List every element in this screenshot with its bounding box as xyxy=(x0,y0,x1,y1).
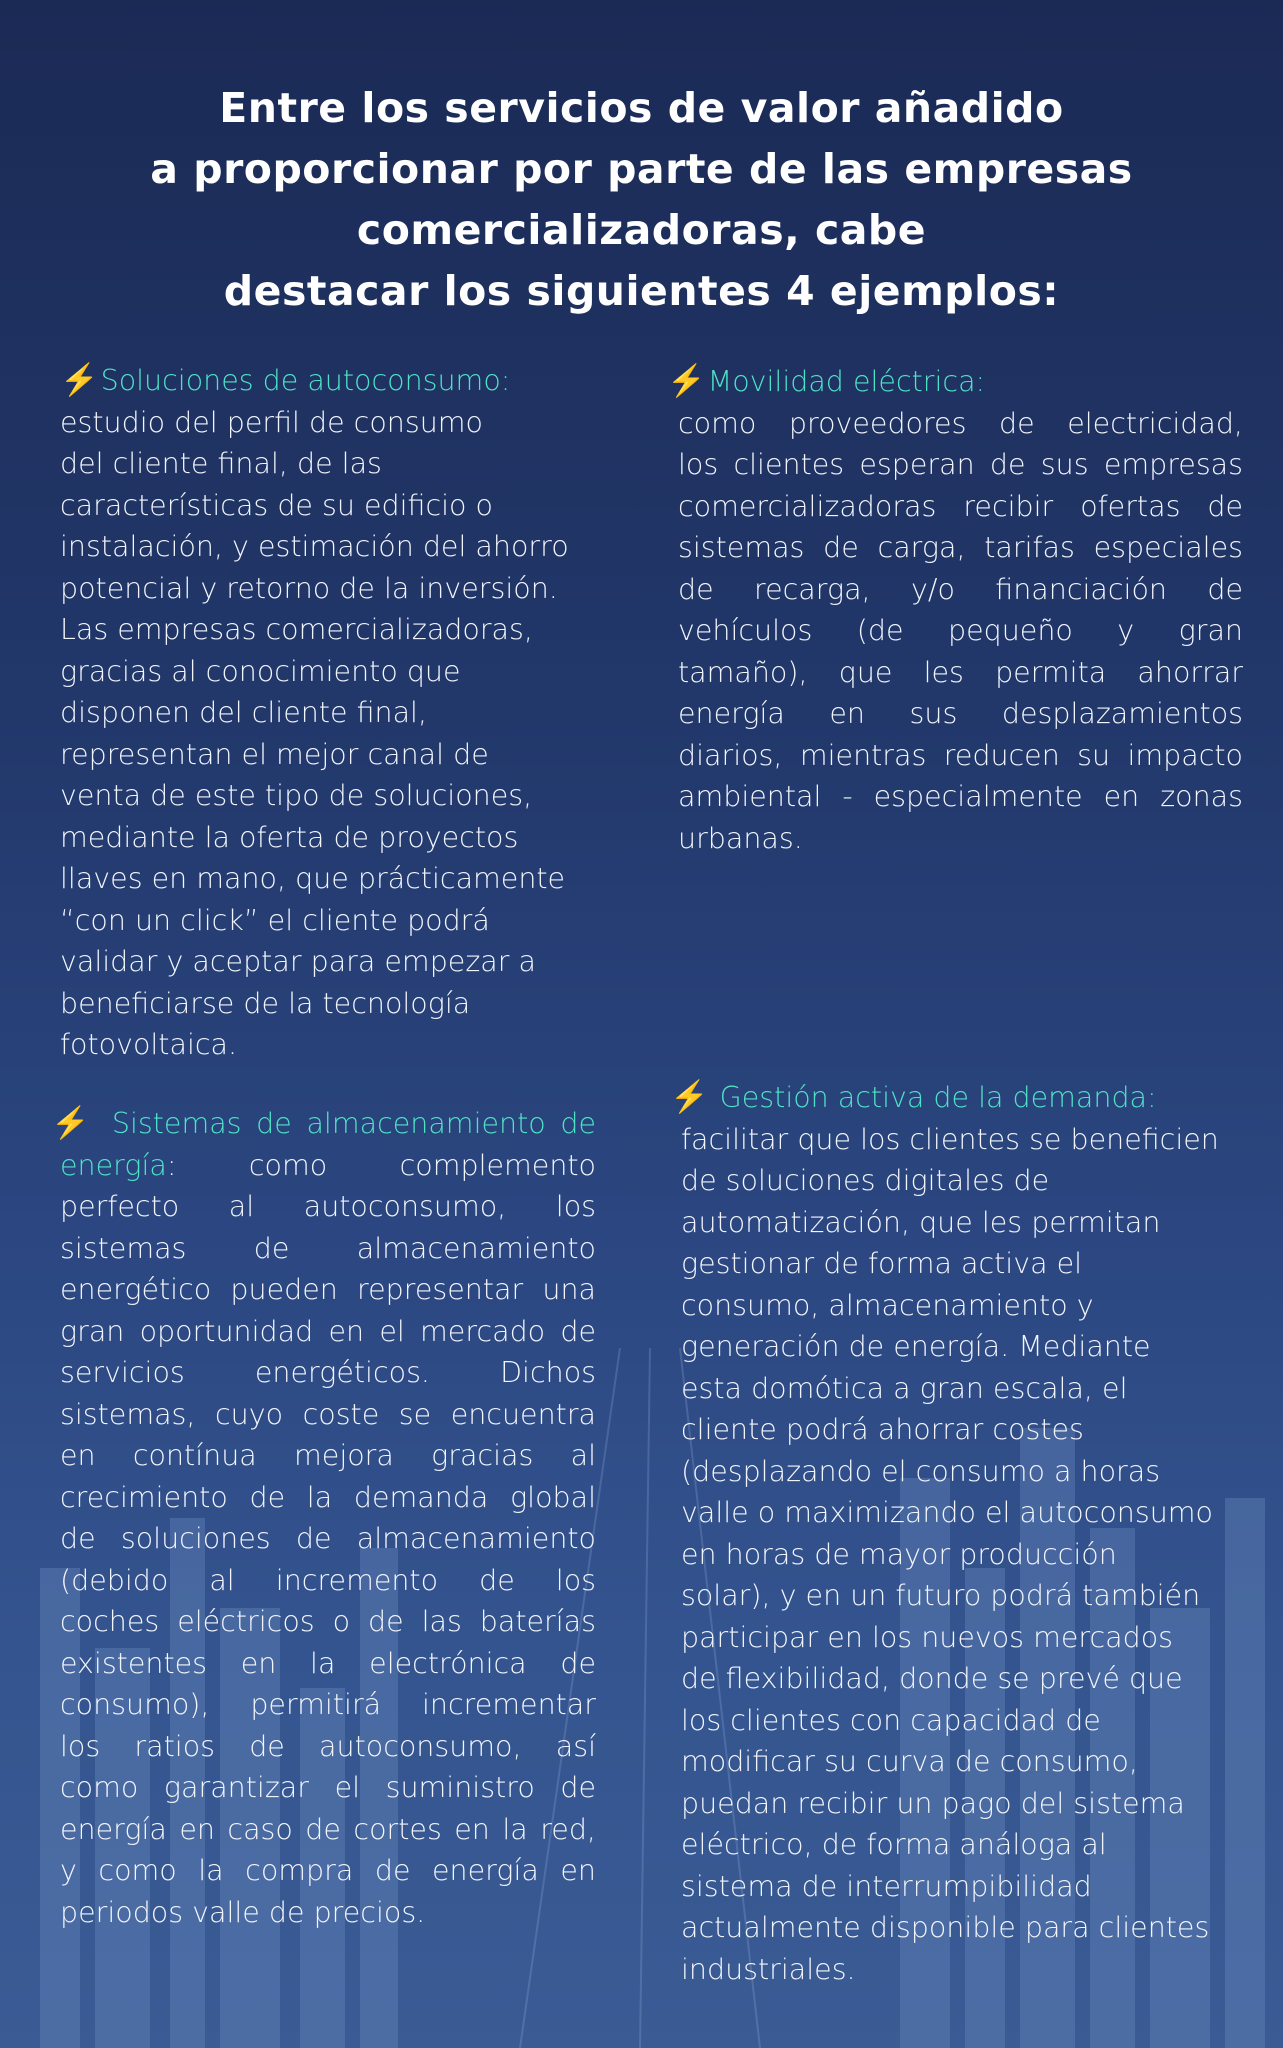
paragraph-line: coches eléctricos o de las baterías xyxy=(60,1605,596,1638)
section-title xyxy=(667,361,1243,403)
lightning-bolt-icon: ⚡ xyxy=(670,1079,709,1115)
paragraph-line: sistema de interrumpibilidad xyxy=(681,1869,1092,1903)
paragraph-line: esta domótica a gran escala, el xyxy=(681,1371,1128,1405)
section-almacenamiento xyxy=(51,1103,596,1933)
paragraph-line: consumo, almacenamiento y xyxy=(681,1288,1094,1322)
paragraph-line: sistemas de almacenamiento xyxy=(60,1231,596,1265)
paragraph-line: beneficiarse de la tecnología xyxy=(60,986,471,1020)
paragraph-line: fotovoltaica. xyxy=(60,1028,238,1061)
section-autoconsumo xyxy=(60,360,620,1066)
paragraph-line: de soluciones digitales de xyxy=(681,1164,1050,1197)
paragraph-line: los clientes esperan de sus empresas xyxy=(678,448,1243,481)
paragraph-line: energía en caso de cortes en la red, xyxy=(60,1812,596,1846)
paragraph-line: validar y aceptar para empezar a xyxy=(60,945,536,978)
paragraph-line: energía en sus desplazamientos xyxy=(678,697,1243,730)
paragraph-line: urbanas. xyxy=(678,821,803,855)
paragraph-line: facilitar que los clientes se beneficien xyxy=(681,1122,1219,1156)
paragraph-line: servicios energéticos. Dichos xyxy=(60,1356,596,1389)
paragraph-line: potencial y retorno de la inversión. xyxy=(60,571,558,605)
lightning-bolt-icon: ⚡ xyxy=(667,363,706,399)
paragraph-line: los clientes con capacidad de xyxy=(681,1703,1101,1737)
paragraph-line: generación de energía. Mediante xyxy=(681,1330,1151,1363)
paragraph-line xyxy=(60,1145,596,1187)
paragraph-line: industriales. xyxy=(681,1952,856,1986)
paragraph-line: del cliente final, de las xyxy=(60,447,382,480)
paragraph-line: cliente podrá ahorrar costes xyxy=(681,1413,1084,1446)
paragraph-line: automatización, que les permitan xyxy=(681,1205,1161,1239)
paragraph-line: de flexibilidad, donde se prevé que xyxy=(681,1662,1183,1695)
paragraph-line: existentes en la electrónica de xyxy=(60,1646,596,1680)
paragraph-line: instalación, y estimación del ahorro xyxy=(60,530,569,563)
section-title xyxy=(51,1103,596,1145)
paragraph-text: : como complemento xyxy=(166,1148,596,1182)
paragraph-line: los ratios de autoconsumo, así xyxy=(60,1729,596,1763)
paragraph-line: perfecto al autoconsumo, los xyxy=(60,1190,596,1223)
heading-line: Entre los servicios de valor añadido xyxy=(219,84,1064,132)
section-movilidad xyxy=(667,361,1243,859)
paragraph-line: crecimiento de la demanda global xyxy=(60,1480,596,1514)
paragraph-line: de recarga, y/o financiación de xyxy=(678,572,1243,606)
paragraph-line: sistemas de carga, tarifas especiales xyxy=(678,531,1243,564)
lightning-bolt-icon: ⚡ xyxy=(51,1105,96,1141)
section-title xyxy=(670,1077,1241,1119)
section-title-text: Soluciones de autoconsumo: xyxy=(100,364,511,397)
paragraph-line: solar), y en un futuro podrá también xyxy=(681,1579,1201,1612)
paragraph-line: de soluciones de almacenamiento xyxy=(60,1522,596,1555)
paragraph-line: en horas de mayor producción xyxy=(681,1537,1117,1571)
paragraph-line: gran oportunidad en el mercado de xyxy=(60,1314,596,1348)
section-title-text: Sistemas de almacenamiento de xyxy=(111,1107,596,1140)
lightning-bolt-icon: ⚡ xyxy=(60,362,99,398)
heading-line: destacar los siguientes 4 ejemplos: xyxy=(223,267,1060,315)
paragraph-line: llaves en mano, que prácticamente xyxy=(60,862,566,895)
paragraph-line: ambiental - especialmente en zonas xyxy=(678,780,1243,813)
paragraph-line: estudio del perfil de consumo xyxy=(60,405,483,439)
paragraph-line: mediante la oferta de proyectos xyxy=(60,820,519,854)
paragraph-line: en contínua mejora gracias al xyxy=(60,1439,596,1472)
paragraph-line: disponen del cliente final, xyxy=(60,696,428,729)
heading-line: a proporcionar por parte de las empresas xyxy=(150,145,1133,193)
paragraph-line: como proveedores de electricidad, xyxy=(678,406,1243,440)
paragraph-line: Las empresas comercializadoras, xyxy=(60,613,533,646)
paragraph-line: puedan recibir un pago del sistema xyxy=(681,1786,1185,1820)
paragraph-line: sistemas, cuyo coste se encuentra xyxy=(60,1397,596,1431)
paragraph-line: diarios, mientras reducen su impacto xyxy=(678,738,1243,772)
paragraph-line: energético pueden representar una xyxy=(60,1273,596,1306)
heading-line: comercializadoras, cabe xyxy=(356,206,927,254)
paragraph-line: participar en los nuevos mercados xyxy=(681,1620,1173,1654)
page-heading xyxy=(100,78,1183,322)
paragraph-line: gracias al conocimiento que xyxy=(60,654,461,688)
paragraph-line: valle o maximizando el autoconsumo xyxy=(681,1496,1213,1529)
section-title-text: Movilidad eléctrica: xyxy=(707,365,986,398)
paragraph-line: vehículos (de pequeño y gran xyxy=(678,614,1243,647)
section-demanda xyxy=(670,1077,1241,1990)
paragraph-line: (debido al incremento de los xyxy=(60,1563,596,1597)
paragraph-line: actualmente disponible para clientes xyxy=(681,1911,1210,1944)
section-title-text: Gestión activa de la demanda: xyxy=(719,1081,1157,1114)
paragraph-line: características de su edificio o xyxy=(60,488,493,522)
paragraph-line: representan el mejor canal de xyxy=(60,737,489,771)
paragraph-line: gestionar de forma activa el xyxy=(681,1247,1083,1280)
section-title-text-continued: energía xyxy=(60,1148,167,1182)
paragraph-line: (desplazando el consumo a horas xyxy=(681,1454,1161,1488)
paragraph-line: modificar su curva de consumo, xyxy=(681,1745,1138,1778)
paragraph-line: consumo), permitirá incrementar xyxy=(60,1688,596,1721)
paragraph-line: eléctrico, de forma análoga al xyxy=(681,1828,1107,1861)
paragraph-line: periodos valle de precios. xyxy=(60,1895,426,1929)
paragraph-line: venta de este tipo de soluciones, xyxy=(60,779,533,812)
paragraph-line: comercializadoras recibir ofertas de xyxy=(678,489,1243,523)
paragraph-line: tamaño), que les permita ahorrar xyxy=(678,655,1243,689)
paragraph-line: y como la compra de energía en xyxy=(60,1854,596,1887)
paragraph-line: “con un click” el cliente podrá xyxy=(60,903,490,937)
paragraph-line: como garantizar el suministro de xyxy=(60,1771,596,1804)
section-title xyxy=(60,360,620,402)
